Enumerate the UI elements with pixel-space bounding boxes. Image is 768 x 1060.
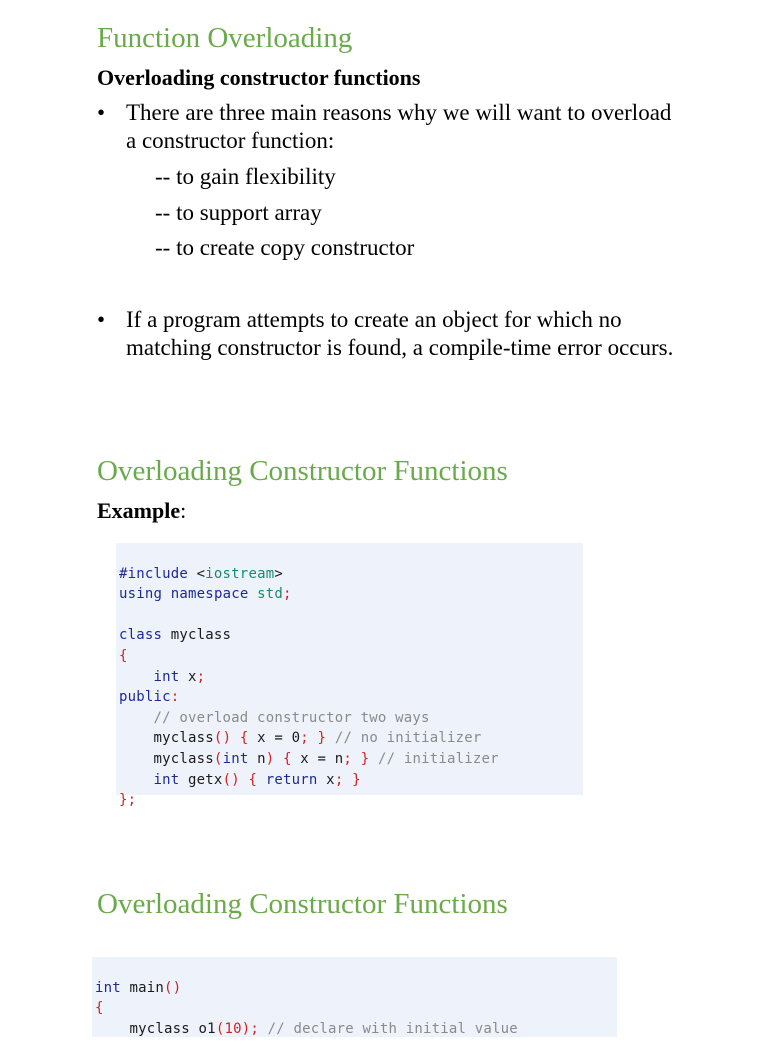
code-line: #include <iostream> bbox=[119, 565, 283, 582]
section-heading-function-overloading: Function Overloading bbox=[97, 22, 353, 54]
code-line: int getx() { return x; } bbox=[153, 771, 361, 788]
code-line: }; bbox=[119, 792, 137, 809]
code-line: // overload constructor two ways bbox=[153, 709, 430, 726]
code-block-main bbox=[92, 957, 617, 1037]
bullet-item bbox=[97, 99, 687, 155]
code-line: int x; bbox=[153, 668, 206, 685]
reason-item: -- to support array bbox=[155, 200, 322, 225]
bullet-text: If a program attempts to create an object for which no matching constructor is found, a compile-time error occurs. bbox=[126, 307, 674, 360]
section-heading-overloading-constructor-functions-2: Overloading Constructor Functions bbox=[97, 888, 508, 920]
code-line: { bbox=[95, 1000, 104, 1017]
bullet-item bbox=[97, 306, 687, 362]
code-line: myclass(int n) { x = n; } // initializer bbox=[119, 750, 499, 767]
bullet-dot: • bbox=[97, 100, 106, 125]
code-line: myclass o1(10); // declare with initial value bbox=[95, 1020, 518, 1037]
bullet-text: There are three main reasons why we will want to overload a constructor function: bbox=[126, 100, 672, 153]
subheading-overloading-constructor-functions: Overloading constructor functions bbox=[97, 65, 421, 90]
section-heading-overloading-constructor-functions: Overloading Constructor Functions bbox=[97, 455, 508, 487]
example-label bbox=[97, 500, 186, 522]
reason-item: -- to gain flexibility bbox=[155, 164, 336, 189]
code-line: { bbox=[119, 647, 128, 664]
code-line: class myclass bbox=[119, 627, 232, 644]
bullet-dot: • bbox=[97, 307, 106, 332]
example-label-colon: : bbox=[180, 498, 187, 523]
example-label-text: Example bbox=[97, 498, 181, 523]
reason-item: -- to create copy constructor bbox=[155, 235, 415, 260]
code-line bbox=[119, 605, 583, 626]
code-line: int main() bbox=[95, 979, 182, 996]
code-line: myclass() { x = 0; } // no initializer bbox=[119, 730, 482, 747]
code-line: using namespace std; bbox=[119, 586, 292, 603]
code-line: public: bbox=[119, 689, 180, 706]
code-block-myclass bbox=[116, 543, 583, 809]
